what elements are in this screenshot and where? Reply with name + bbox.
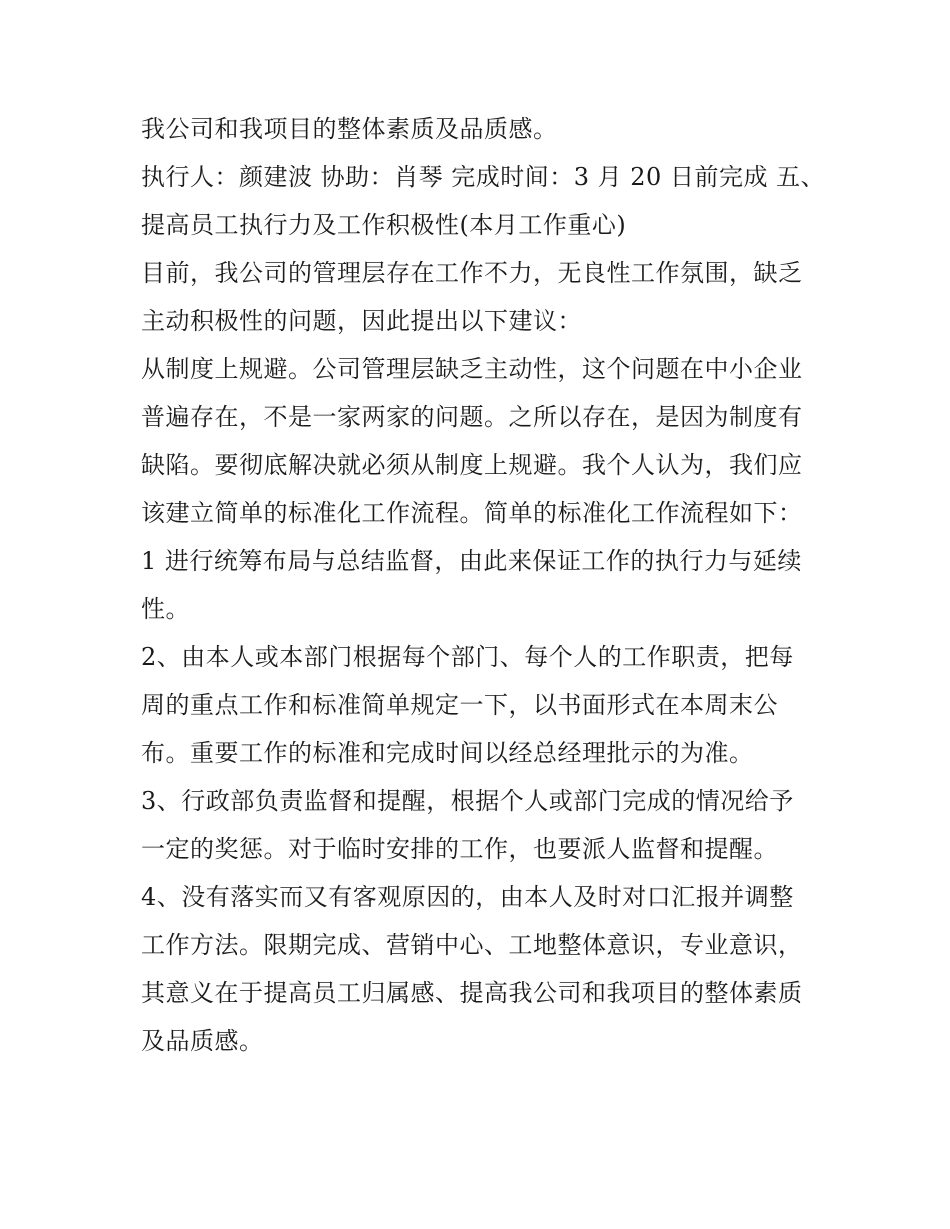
text-line: 3、行政部负责监督和提醒，根据个人或部门完成的情况给予 [141,787,794,815]
text-line: 普遍存在，不是一家两家的问题。之所以存在，是因为制度有 [141,403,803,431]
text-line: 执行人：颜建波 协助：肖琴 完成时间：3 月 20 日前完成 五、 [141,163,826,191]
text-line: 4、没有落实而又有客观原因的，由本人及时对口汇报并调整 [141,883,794,911]
document-body [141,105,826,1065]
text-line: 主动积极性的问题，因此提出以下建议： [141,307,582,335]
text-line: 周的重点工作和标准简单规定一下，以书面形式在本周末公 [141,691,778,719]
text-line: 从制度上规避。公司管理层缺乏主动性，这个问题在中小企业 [141,355,803,383]
text-line: 性。 [141,595,190,623]
text-line: 我公司和我项目的整体素质及品质感。 [141,115,558,143]
text-line: 工作方法。限期完成、营销中心、工地整体意识，专业意识， [141,931,803,959]
text-line: 1 进行统筹布局与总结监督，由此来保证工作的执行力与延续 [141,547,802,575]
text-line: 2、由本人或本部门根据每个部门、每个人的工作职责，把每 [141,643,794,671]
text-line: 一定的奖惩。对于临时安排的工作，也要派人监督和提醒。 [141,835,778,863]
text-line: 目前，我公司的管理层存在工作不力，无良性工作氛围，缺乏 [141,259,803,287]
text-line: 及品质感。 [141,1027,264,1055]
text-line: 该建立简单的标准化工作流程。简单的标准化工作流程如下： [141,499,803,527]
text-line: 其意义在于提高员工归属感、提高我公司和我项目的整体素质 [141,979,803,1007]
text-line: 缺陷。要彻底解决就必须从制度上规避。我个人认为，我们应 [141,451,803,479]
text-line: 布。重要工作的标准和完成时间以经总经理批示的为准。 [141,739,754,767]
text-line: 提高员工执行力及工作积极性(本月工作重心) [141,211,627,239]
